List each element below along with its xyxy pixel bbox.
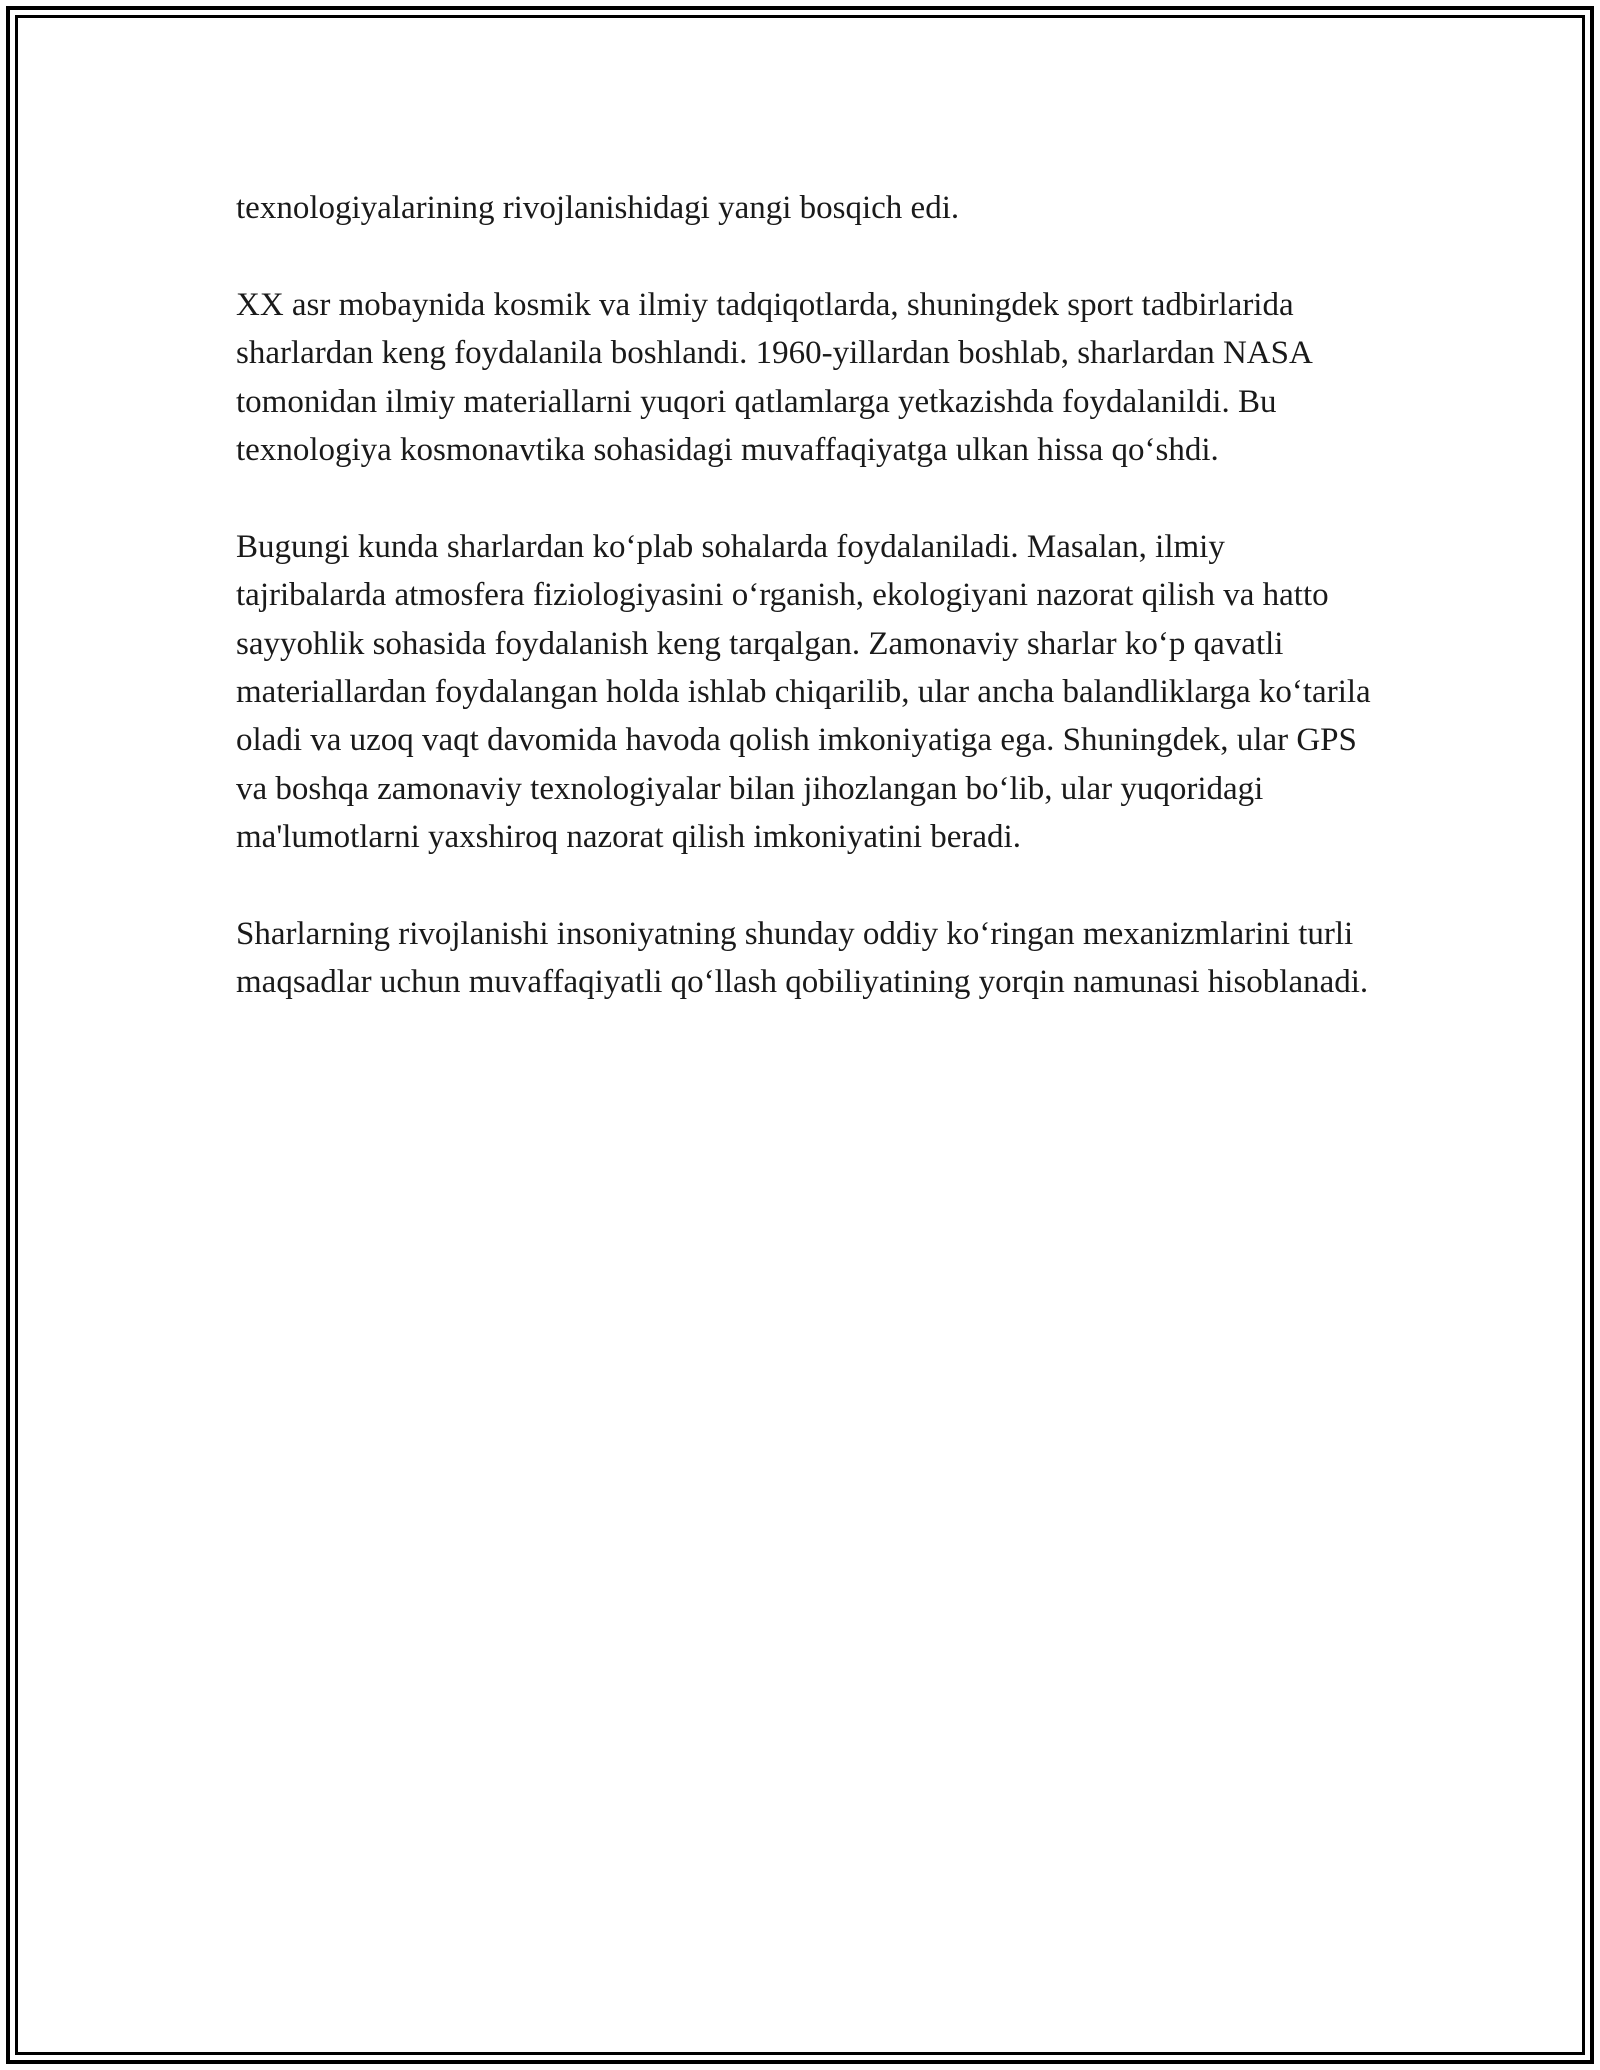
paragraph-4: Sharlarning rivojlanishi insoniyatning shunday oddiy ko‘ringan mexanizmlarini turli maqsadlar uchun muvaffaqiyatli qo‘llash qobiliyatining yorqin namunasi hisoblanadi. <box>236 916 1369 1001</box>
document-body <box>236 184 1372 1055</box>
paragraph-3: Bugungi kunda sharlardan ko‘plab sohalarda foydalaniladi. Masalan, ilmiy tajribalarda atmosfera fiziologiyasini o‘rganish, ekologiyani nazorat qilish va hatto sayyohlik sohasida foydalanish keng tarqalgan. Zamonaviy sharlar ko‘p qavatli materiallardan foydalangan holda ishlab chiqarilib, ular ancha balandliklarga ko‘tarila oladi va uzoq vaqt davomida havoda qolish imkoniyatiga ega. Shuningdek, ular GPS va boshqa zamonaviy texnologiyalar bilan jihozlangan bo‘lib, ular yuqoridagi ma'lumotlarni yaxshiroq nazorat qilish imkoniyatini beradi. <box>236 528 1371 856</box>
paragraph-1: texnologiyalarining rivojlanishidagi yangi bosqich edi. <box>236 190 960 226</box>
paragraph-2: XX asr mobaynida kosmik va ilmiy tadqiqotlarda, shuningdek sport tadbirlarida sharlardan keng foydalanila boshlandi. 1960-yillardan boshlab, sharlardan NASA tomonidan ilmiy materiallarni yuqori qatlamlarga yetkazishda foydalanildi. Bu texnologiya kosmonavtika sohasidagi muvaffaqiyatga ulkan hissa qo‘shdi. <box>236 286 1311 469</box>
